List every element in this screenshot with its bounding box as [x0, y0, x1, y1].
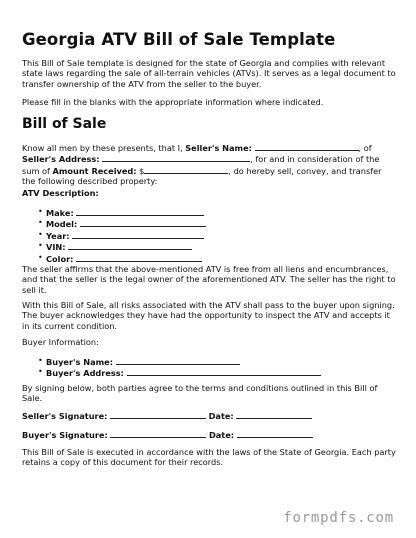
atv-vin-blank[interactable] — [68, 241, 192, 250]
watermark-logo: formpdfs.com — [283, 510, 394, 526]
declaration-text-3: , for and in consideration of the sum of — [22, 154, 380, 176]
seller-name-blank[interactable] — [255, 142, 359, 151]
intro-paragraph: This Bill of Sale template is designed for the state of Georgia and complies with relevant state laws regarding the sale of all-terrain vehicles (ATVs). It serves as a legal document to transfer ownership of the ATV from the seller to the buyer. — [22, 58, 396, 89]
list-item — [38, 218, 206, 229]
seller-name-label: Seller's Name: — [185, 143, 252, 153]
buyer-fields-list — [38, 356, 321, 379]
document-title: Georgia ATV Bill of Sale Template — [22, 30, 336, 49]
amount-blank[interactable] — [144, 165, 228, 174]
list-item — [38, 230, 206, 241]
atv-year-blank[interactable] — [72, 230, 204, 239]
buyer-name-blank[interactable] — [116, 356, 240, 365]
declaration-text-2: , of — [358, 143, 372, 153]
atv-fields-list — [38, 207, 206, 264]
dollar-sign: $ — [136, 165, 145, 176]
seller-signature-label: Seller's Signature: — [22, 411, 108, 421]
seller-date-blank[interactable] — [236, 410, 312, 419]
list-item — [38, 367, 321, 378]
atv-make-blank[interactable] — [76, 207, 204, 216]
atv-color-label: Color: — [46, 253, 74, 264]
seller-signature-blank[interactable] — [110, 410, 206, 419]
buyer-information-label: Buyer Information: — [22, 337, 99, 347]
list-item — [38, 253, 206, 264]
atv-vin-label: VIN: — [46, 242, 66, 253]
seller-address-label: Seller's Address: — [22, 154, 100, 165]
buyer-signature-row — [22, 429, 396, 440]
closing-paragraph: This Bill of Sale is executed in accordance with the laws of the State of Georgia. Each party retains a copy of this document for their records. — [22, 447, 396, 468]
seller-signature-row — [22, 410, 396, 421]
buyer-date-blank[interactable] — [237, 429, 313, 438]
risk-paragraph: With this Bill of Sale, all risks associated with the ATV shall pass to the buyer upon signing. The buyer acknowledges they have had the opportunity to inspect the ATV and accepts it in its current condition. — [22, 300, 395, 331]
buyer-signature-label: Buyer's Signature: — [22, 430, 108, 440]
buyer-date-label: Date: — [208, 430, 235, 440]
atv-model-blank[interactable] — [80, 218, 206, 227]
buyer-name-label: Buyer's Name: — [46, 357, 113, 367]
list-item — [38, 356, 321, 367]
signing-paragraph: By signing below, both parties agree to the terms and conditions outlined in this Bill of Sale. — [22, 383, 378, 404]
instructions-paragraph: Please fill in the blanks with the appropriate information where indicated. — [22, 97, 324, 107]
seller-date-label: Date: — [208, 411, 234, 421]
amount-received-label: Amount Received: — [52, 165, 137, 176]
list-item — [38, 241, 206, 252]
buyer-address-label: Buyer's Address: — [46, 368, 124, 379]
atv-color-blank[interactable] — [76, 253, 202, 262]
sale-declaration-paragraph — [22, 142, 396, 187]
seller-address-blank[interactable] — [102, 153, 250, 162]
section-title: Bill of Sale — [22, 116, 107, 132]
atv-description-label: ATV Description: — [22, 188, 99, 198]
atv-model-label: Model: — [46, 219, 78, 230]
list-item — [38, 207, 206, 218]
declaration-text-4: , do hereby sell, convey, and transfer the following described property: — [22, 165, 382, 187]
affirmation-paragraph: The seller affirms that the above-mentioned ATV is free from all liens and encumbrances, and that the seller is the legal owner of the aforementioned ATV. The seller has the right to sell it. — [22, 264, 396, 295]
buyer-signature-blank[interactable] — [110, 429, 206, 438]
buyer-address-blank[interactable] — [127, 367, 321, 376]
declaration-text-1: Know all men by these presents, that I, — [22, 143, 186, 153]
atv-make-label: Make: — [46, 208, 74, 218]
atv-year-label: Year: — [46, 230, 70, 241]
